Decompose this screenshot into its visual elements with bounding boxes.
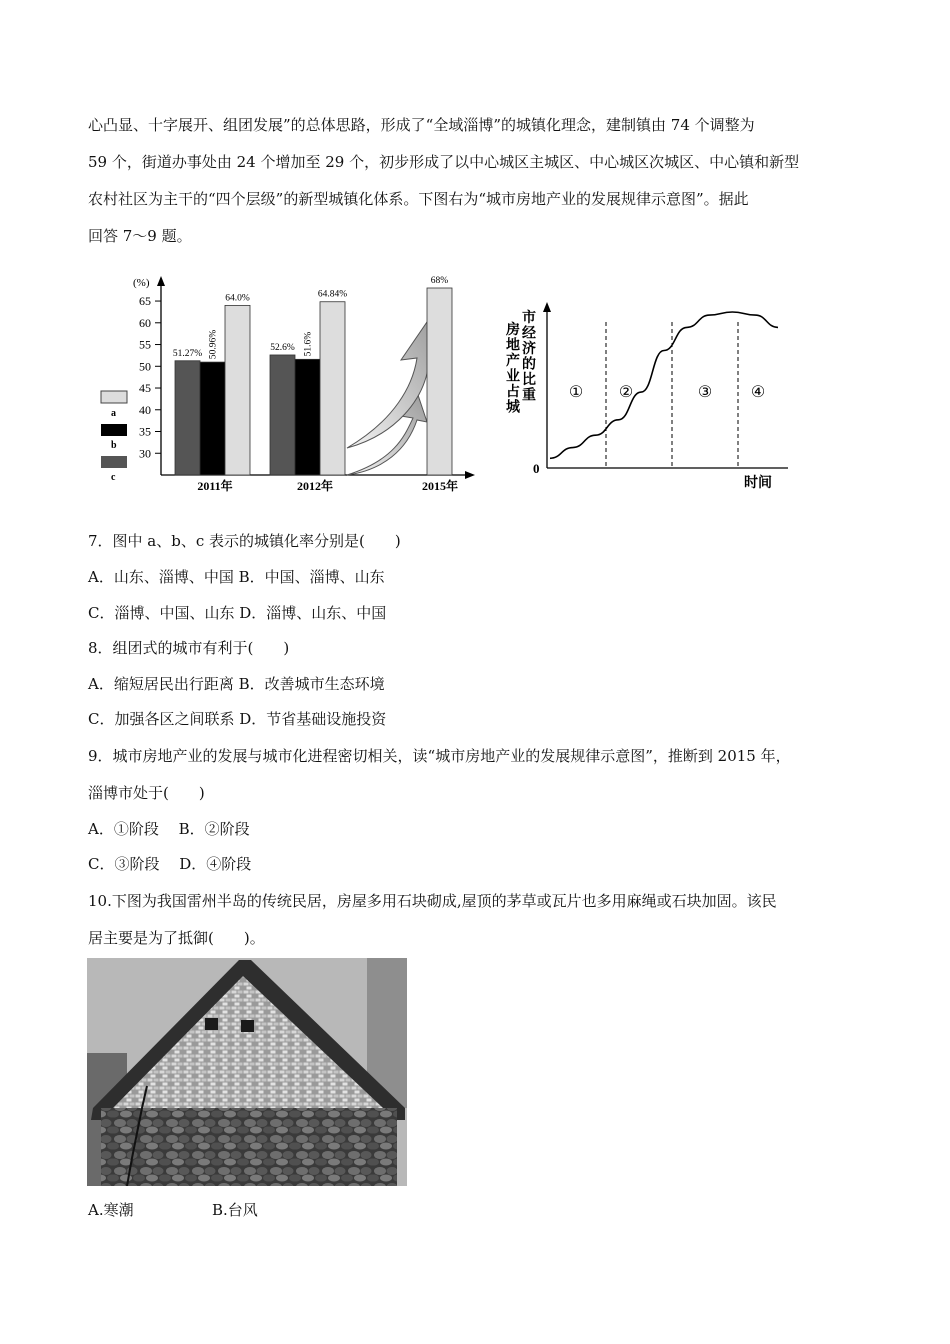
- real-estate-curve-chart: [500, 300, 790, 495]
- curve-y-label-char: 占: [506, 384, 520, 400]
- curve-x-label: 时间: [744, 475, 772, 491]
- y-axis-label: (%): [133, 277, 150, 289]
- bar-a-1: [320, 302, 345, 475]
- curve-y-label-char: 比: [522, 372, 536, 388]
- bar-data-label: 64.0%: [225, 293, 250, 304]
- intro-line-1: 心凸显、十字展开、组团发展”的总体思路，形成了“全域淄博”的城镇化理念，建制镇由 74 个调整为: [88, 116, 755, 134]
- curve-y-label-char: 的: [522, 356, 536, 373]
- curve-y-label-char: 经: [522, 325, 536, 342]
- y-tick-label: 35: [139, 424, 151, 439]
- legend-swatch-a: [101, 391, 127, 403]
- intro-line-4: 回答 7～9 题。: [88, 227, 192, 245]
- y-tick-label: 55: [139, 337, 151, 352]
- y-axis-arrow: [157, 276, 165, 286]
- bar-c-1: [270, 355, 295, 475]
- question-10-line-1: 10.下图为我国雷州半岛的传统民居，房屋多用石块砌成,屋顶的茅草或瓦片也多用麻绳或石块加固。该民: [88, 892, 777, 910]
- real-estate-curve: [550, 312, 778, 458]
- question-7-options-ab: A．山东、淄博、中国 B．中国、淄博、山东: [88, 568, 385, 586]
- y-tick-label: 60: [139, 315, 151, 330]
- legend-label-b: b: [111, 440, 117, 451]
- y-tick-label: 30: [139, 446, 151, 461]
- curve-y-label-char: 市: [522, 310, 536, 326]
- stage-label: ④: [750, 384, 766, 401]
- curve-y-label-char: 地: [506, 337, 520, 354]
- y-tick-label: 45: [139, 381, 151, 396]
- question-10-option-a: A.寒潮: [88, 1201, 134, 1219]
- question-9-line-1: 9．城市房地产业的发展与城市化进程密切相关，读“城市房地产业的发展规律示意图”，推断到 2015 年，: [88, 747, 791, 765]
- bar-b-0: [200, 362, 225, 475]
- x-category-label: 2012年: [296, 479, 334, 493]
- question-10-option-b: B.台风: [212, 1201, 258, 1219]
- question-10-line-2: 居主要是为了抵御( )。: [88, 929, 265, 947]
- intro-line-2: 59 个，街道办事处由 24 个增加至 29 个，初步形成了以中心城区主城区、中心城区次城区、中心镇和新型: [88, 153, 800, 171]
- stage-label: ①: [568, 384, 584, 401]
- curve-y-label-char: 重: [522, 387, 536, 404]
- x-category-label: 2015年: [421, 479, 459, 493]
- y-tick-label: 65: [139, 294, 151, 309]
- curve-y-label-char: 济: [522, 341, 536, 357]
- bar-data-label: 51.6%: [303, 331, 314, 357]
- bar-data-label: 68%: [430, 276, 449, 286]
- bar-b-1: [295, 359, 320, 475]
- curve-y-axis-arrow: [543, 302, 551, 312]
- wall-vent-left: [205, 1018, 218, 1030]
- y-tick-label: 40: [139, 402, 151, 417]
- legend-label-c: c: [111, 472, 116, 483]
- wall-vent-right: [241, 1020, 254, 1032]
- x-axis-arrow: [465, 471, 475, 479]
- legend-swatch-b: [101, 424, 127, 436]
- question-9-options-cd: C．③阶段 D．④阶段: [88, 855, 252, 873]
- question-9-line-2: 淄博市处于( ): [88, 784, 205, 802]
- intro-line-3: 农村社区为主干的“四个层级”的新型城镇化体系。下图右为“城市房地产业的发展规律示意图”。据此: [88, 190, 749, 208]
- stage-label: ③: [697, 384, 713, 401]
- stage-label: ②: [618, 384, 634, 401]
- y-tick-label: 50: [139, 359, 151, 374]
- question-7-options-cd: C．淄博、中国、山东 D．淄博、山东、中国: [88, 604, 387, 622]
- question-9-options-ab: A．①阶段 B．②阶段: [88, 820, 250, 838]
- bar-data-label: 51.27%: [172, 348, 203, 359]
- question-8-options-cd: C．加强各区之间联系 D．节省基础设施投资: [88, 710, 387, 728]
- growth-arrow-small: [347, 392, 427, 475]
- curve-y-label-char: 业: [506, 368, 520, 385]
- bar-data-label: 50.96%: [208, 329, 219, 360]
- stone-base-wall: [101, 1108, 397, 1186]
- curve-y-label-char: 产: [506, 353, 520, 369]
- question-8: 8．组团式的城市有利于( ): [88, 639, 290, 657]
- curve-y-label-char: 房: [506, 322, 520, 338]
- question-7: 7．图中 a、b、c 表示的城镇化率分别是( ): [88, 532, 401, 550]
- legend-label-a: a: [111, 408, 116, 419]
- bar-data-label: 52.6%: [270, 342, 295, 353]
- x-category-label: 2011年: [197, 479, 233, 493]
- bar-data-label: 64.84%: [317, 289, 348, 300]
- bar-a-2: [427, 288, 452, 475]
- bar-a-0: [225, 305, 250, 475]
- curve-y-label-char: 城: [506, 399, 520, 416]
- urbanization-bar-chart: [95, 270, 485, 495]
- curve-origin-label: 0: [533, 461, 540, 476]
- legend-swatch-c: [101, 456, 127, 468]
- stone-house-photo: [87, 958, 407, 1186]
- question-8-options-ab: A．缩短居民出行距离 B．改善城市生态环境: [88, 675, 385, 693]
- bar-c-0: [175, 361, 200, 475]
